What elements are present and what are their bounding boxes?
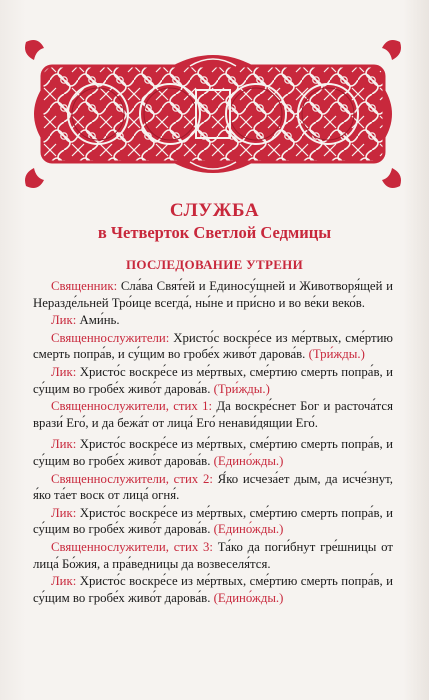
repeat-note: (Три́жды.) [305, 347, 365, 362]
paragraph [33, 398, 393, 431]
paragraph [33, 471, 393, 504]
paragraph-text: Христо́с воскре́се из ме́ртвых, сме́ртию смерть попра́в, и су́щим во гробе́х живо́т дарова́в. [33, 505, 393, 537]
speaker-label: Священнослужители, стих 1: [51, 399, 213, 414]
page-title: СЛУЖБА [169, 200, 260, 221]
speaker-label: Священнослужители: [51, 330, 170, 345]
paragraph [33, 539, 393, 572]
paragraph [33, 505, 393, 538]
paragraph [33, 573, 393, 606]
speaker-label: Лик: [51, 574, 77, 589]
section-heading: ПОСЛЕДОВАНИЕ УТРЕНИ [126, 257, 303, 272]
paragraph [33, 364, 393, 397]
speaker-label: Лик: [51, 313, 77, 328]
page-subtitle: в Четверток Светлой Седмицы [97, 223, 332, 242]
paragraph-text: Христо́с воскре́се из ме́ртвых, сме́ртию смерть попра́в, и су́щим во гробе́х живо́т дарова́в. [33, 330, 393, 362]
paragraph-text: Сла́ва Свят́ей и Единосу́щней и Животворя́щей и Неразде́льней Тро́ице всегда́, ны́не и при́сно и во ве́ки веко́в. [33, 279, 393, 310]
paragraph-text: Христо́с воскре́се из ме́ртвых, сме́ртию смерть попра́в, и су́щим во гробе́х живо́т дарова́в. [33, 437, 393, 468]
speaker-label: Лик: [51, 437, 77, 452]
paragraph-text: Да воскре́снет Бог и расточа́тся врази́ Его́, и да бежа́т от лица́ Его́ ненави́дящии Его́. [33, 399, 393, 430]
speaker-label: Священнослужители, стих 3: [51, 539, 213, 554]
speaker-label: Лик: [51, 505, 77, 520]
repeat-note: (Едино́жды.) [210, 590, 284, 605]
paragraph-text: Христо́с воскре́се из ме́ртвых, сме́ртию смерть попра́в, и су́щим во гробе́х живо́т дарова́в. [33, 364, 393, 396]
speaker-label: Священник: [51, 279, 118, 293]
paragraph-text: Ами́нь. [76, 313, 120, 328]
speaker-label: Священнослужители, стих 2: [51, 471, 213, 486]
paragraph [33, 436, 393, 469]
paragraph-text: Христо́с воскре́се из ме́ртвых, сме́ртию смерть попра́в, и су́щим во гробе́х живо́т дарова́в. [33, 574, 393, 605]
repeat-note: (Едино́жды.) [210, 522, 284, 537]
paragraph [33, 330, 393, 363]
paragraph [33, 278, 393, 311]
paragraph-text: Та́ко да поги́бнут гре́шницы от лица́ Бо́жия, а пра́ведницы да возвеселя́тся. [33, 539, 393, 571]
paragraph-text: Я́ко исчеза́ет дым, да исче́знут, я́ко та́ет воск от лица́ огня́. [33, 471, 393, 503]
repeat-note: (Три́жды.) [210, 381, 270, 396]
speaker-label: Лик: [51, 364, 77, 379]
paragraph [33, 312, 393, 329]
liturgical-text [33, 278, 393, 607]
knotwork-ornament-icon [22, 38, 404, 190]
repeat-note: (Едино́жды.) [210, 453, 284, 468]
